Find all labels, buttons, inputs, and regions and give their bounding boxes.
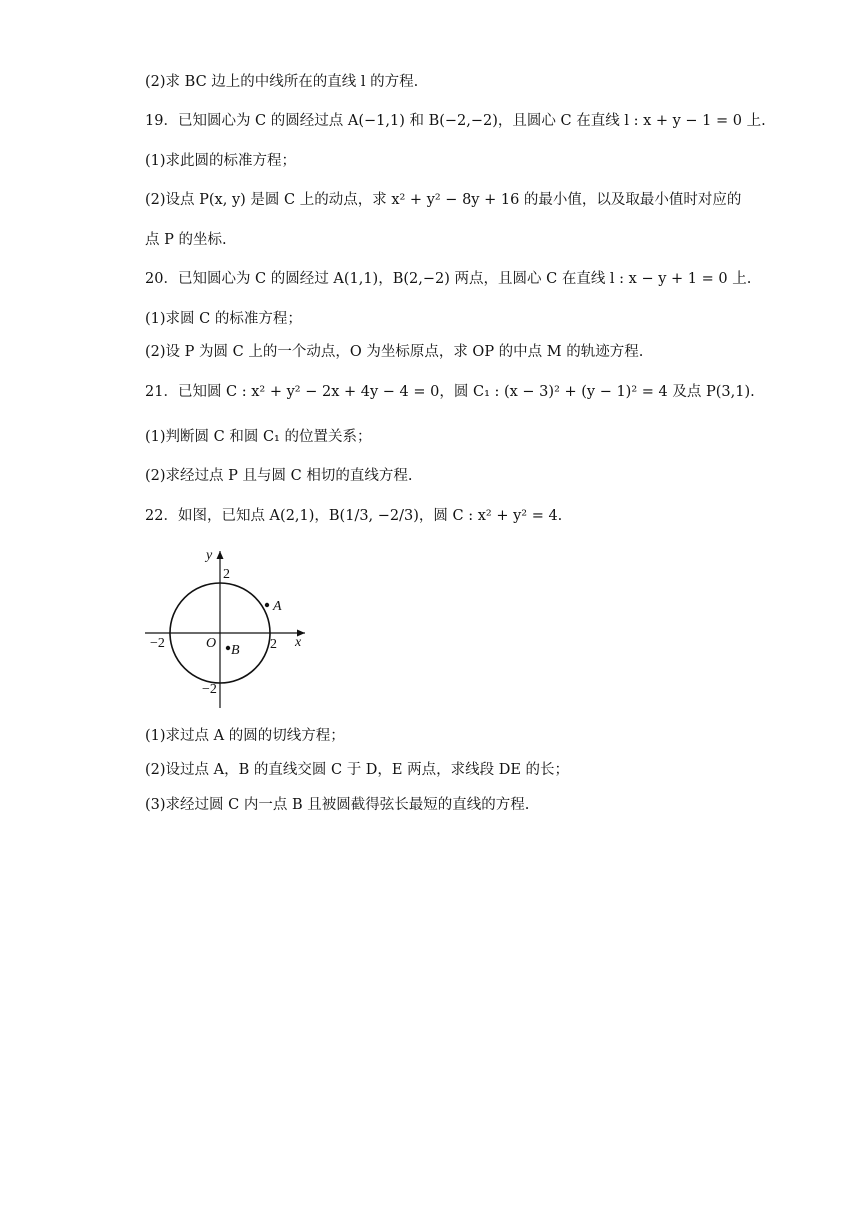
q22-part2: (2)设过点 A，B 的直线交圆 C 于 D，E 两点，求线段 DE 的长； bbox=[145, 762, 570, 778]
q22-part3: (3)求经过圆 C 内一点 B 且被圆截得弦长最短的直线的方程. bbox=[145, 797, 530, 813]
origin-label: O bbox=[206, 636, 217, 651]
q19-part2-cont: 点 P 的坐标. bbox=[145, 232, 227, 248]
q22-part1: (1)求过点 A 的圆的切线方程； bbox=[145, 728, 345, 744]
tick-label-top: 2 bbox=[223, 567, 230, 582]
point-a-label: A bbox=[273, 599, 282, 614]
q19-stem: 19．已知圆心为 C 的圆经过点 A(−1,1) 和 B(−2,−2)，且圆心 C 在直线 l : x + y − 1 = 0 上. bbox=[145, 113, 766, 129]
y-axis-label: y bbox=[206, 548, 213, 563]
point-b-label: B bbox=[231, 643, 240, 658]
q19-part1: (1)求此圆的标准方程； bbox=[145, 153, 297, 169]
circle-coordinate-figure bbox=[140, 543, 310, 713]
y-axis-arrow bbox=[217, 551, 224, 559]
q21-stem: 21．已知圆 C : x² + y² − 2x + 4y − 4 = 0，圆 C₁ : (x − 3)² + (y − 1)² = 4 及点 P(3,1). bbox=[145, 384, 755, 400]
tick-label-left: −2 bbox=[150, 636, 165, 651]
q21-part2: (2)求经过点 P 且与圆 C 相切的直线方程. bbox=[145, 468, 413, 484]
q18-part2: (2)求 BC 边上的中线所在的直线 l 的方程. bbox=[145, 74, 419, 90]
point-a-dot bbox=[265, 603, 269, 607]
tick-label-right: 2 bbox=[270, 637, 277, 652]
q20-part2: (2)设 P 为圆 C 上的一个动点，O 为坐标原点，求 OP 的中点 M 的轨迹方程. bbox=[145, 344, 644, 360]
q20-stem: 20．已知圆心为 C 的圆经过 A(1,1)，B(2,−2) 两点，且圆心 C 在直线 l : x − y + 1 = 0 上. bbox=[145, 271, 752, 287]
q21-part1: (1)判断圆 C 和圆 C₁ 的位置关系； bbox=[145, 429, 372, 445]
point-b-dot bbox=[226, 646, 230, 650]
x-axis-label: x bbox=[295, 635, 302, 650]
tick-label-bottom: −2 bbox=[202, 682, 217, 697]
q20-part1: (1)求圆 C 的标准方程； bbox=[145, 311, 302, 327]
q19-part2: (2)设点 P(x, y) 是圆 C 上的动点，求 x² + y² − 8y + 16 的最小值，以及取最小值时对应的 bbox=[145, 192, 742, 208]
q22-stem: 22．如图，已知点 A(2,1)，B(1/3, −2/3)，圆 C : x² + y² = 4. bbox=[145, 508, 563, 524]
